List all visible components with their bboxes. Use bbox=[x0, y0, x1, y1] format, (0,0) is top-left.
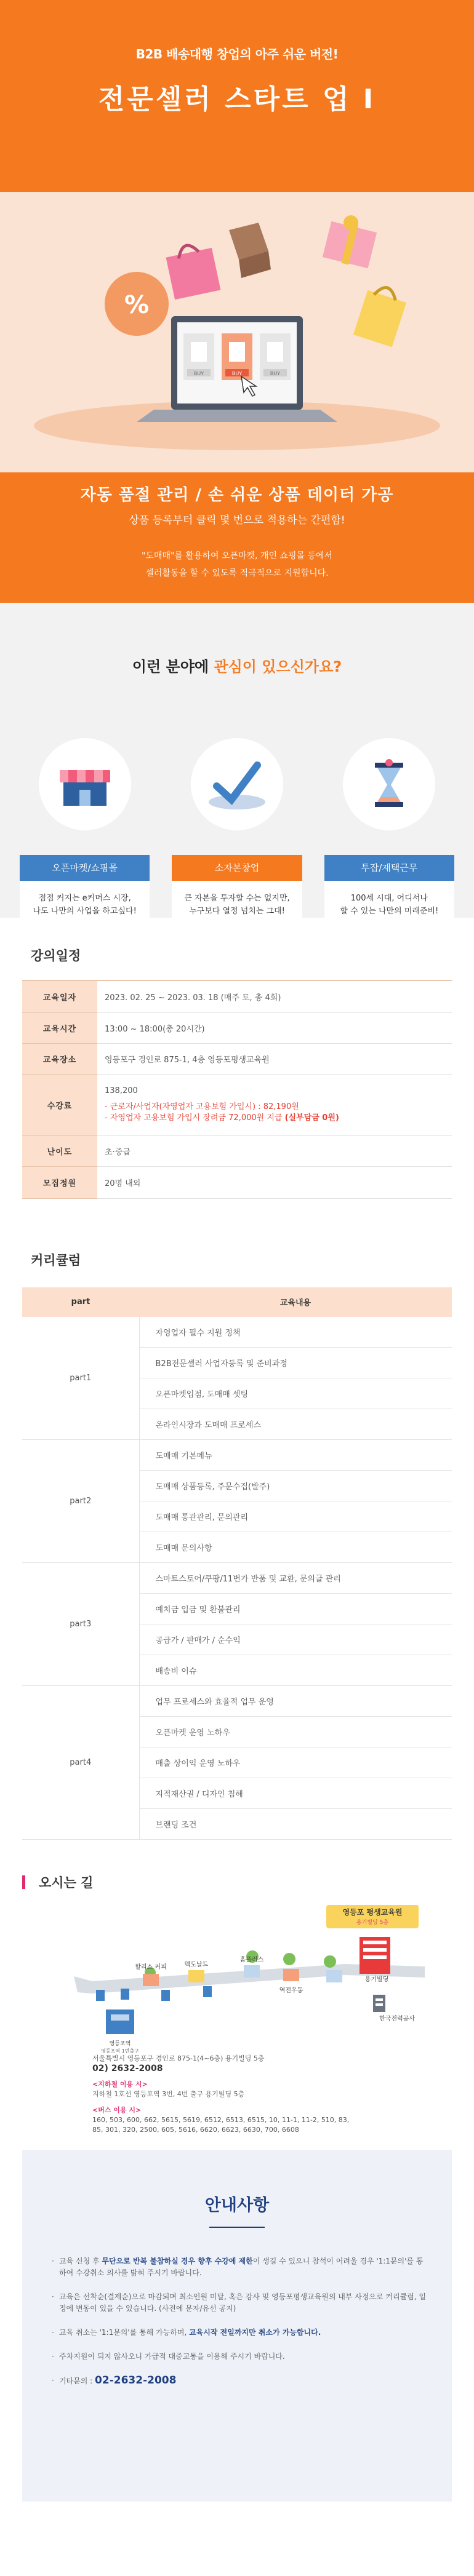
checkmark-icon bbox=[191, 738, 283, 830]
hero-description bbox=[0, 547, 474, 582]
notice-section bbox=[22, 2150, 452, 2502]
curriculum-table bbox=[22, 1287, 452, 1840]
list-item bbox=[52, 2351, 427, 2363]
curriculum-item: B2B전문셀러 사업자등록 및 준비과정 bbox=[139, 1348, 452, 1378]
schedule-label: 모집정원 bbox=[22, 1166, 97, 1198]
notice-text: 교육은 선착순(결제순)으로 마감되며 최소인원 미달, 혹은 강사 및 영등포평생교육원의 내부 사정으로 커리큘럼, 일정에 변동이 있을 수 있습니다. (사전에 문자/유선 공지) bbox=[59, 2292, 427, 2313]
interest-desc-line: 할 수 있는 나만의 미래준비! bbox=[340, 907, 439, 916]
curriculum-section bbox=[0, 1250, 474, 1840]
interest-title-highlight: 관심이 있으신가요? bbox=[214, 658, 342, 675]
schedule-label: 교육시간 bbox=[22, 1012, 97, 1043]
buy-label-3: BUY bbox=[270, 371, 281, 376]
hero-subtitle: B2B 배송대행 창업의 아주 쉬운 버전! bbox=[135, 47, 339, 62]
interest-desc-line: 큰 자본을 투자할 수는 없지만, bbox=[184, 894, 290, 903]
curriculum-item: 배송비 이슈 bbox=[139, 1655, 452, 1686]
hero-illustration bbox=[0, 192, 474, 472]
schedule-value: 초·중급 bbox=[97, 1135, 452, 1166]
table-row bbox=[22, 1440, 452, 1471]
building-icon bbox=[360, 1937, 390, 1974]
map-label-edu-floor: 용기빌딩 5층 bbox=[356, 1920, 389, 1926]
pink-shopping-bag-icon bbox=[166, 244, 221, 300]
hero-title: 전문셀러 스타트 업 Ⅰ bbox=[98, 84, 376, 115]
curriculum-part-label: part1 bbox=[22, 1317, 139, 1440]
interest-tag-startup: 소자본창업 bbox=[172, 855, 302, 881]
curriculum-item: 도매매 문의사항 bbox=[139, 1532, 452, 1563]
location-info bbox=[92, 2054, 349, 2135]
curriculum-item: 지적재산권 / 디자인 침해 bbox=[139, 1778, 452, 1809]
fee-note-2-text: - 자영업자 고용보험 가입시 장려금 72,000원 지급 bbox=[105, 1113, 285, 1123]
title-accent-bar bbox=[22, 1875, 25, 1889]
interest-title bbox=[0, 603, 474, 676]
list-item bbox=[52, 2291, 427, 2315]
interest-desc-line: 100세 시대, 어디서나 bbox=[350, 894, 428, 903]
interest-tag-openmarket: 오픈마켓/쇼핑몰 bbox=[20, 855, 150, 881]
notice-text: 교육 취소는 '1:1문의'를 통해 가능하며, bbox=[59, 2328, 190, 2337]
schedule-section bbox=[0, 918, 474, 1199]
map-label-station-sub: 영등포역 1번출구 bbox=[101, 2048, 139, 2054]
hero-subheadline: 상품 등록부터 클릭 몇 번으로 적용하는 간편함! bbox=[129, 514, 345, 527]
fee-note-2-bold: (실부담금 0원) bbox=[284, 1113, 339, 1123]
interest-card-openmarket bbox=[9, 738, 161, 931]
interest-desc-line: 누구보다 열정 넘치는 그대! bbox=[189, 907, 285, 916]
hero-header bbox=[0, 0, 474, 192]
interest-section bbox=[0, 603, 474, 918]
bus-text-1: 160, 503, 600, 662, 5615, 5619, 6512, 6513, 6515, 10, 11-1, 11-2, 510, 83, bbox=[92, 2116, 350, 2124]
curriculum-header-content: 교육내용 bbox=[139, 1287, 452, 1317]
interest-tag-twojob: 투잡/재택근무 bbox=[324, 855, 454, 881]
notice-emphasis: 교육시작 전일까지만 취소가 가능합니다. bbox=[189, 2328, 321, 2337]
notice-divider bbox=[209, 2227, 265, 2228]
interest-title-prefix: 이런 분야에 bbox=[132, 658, 214, 675]
schedule-row-place bbox=[22, 1043, 452, 1074]
buy-label-2: BUY bbox=[231, 371, 243, 376]
subway-text: 지하철 1호선 영등포역 3번, 4번 출구 용기빌딩 5층 bbox=[92, 2090, 245, 2098]
interest-desc-line: 점점 커지는 e커머스 시장, bbox=[38, 894, 131, 903]
map-label-kepco: 한국전력공사 bbox=[379, 2016, 415, 2022]
curriculum-item: 도매매 통관관리, 문의관리 bbox=[139, 1501, 452, 1532]
list-item bbox=[52, 2375, 427, 2387]
map-label-hollys: 할리스 커피 bbox=[135, 1964, 167, 1971]
interest-desc-line: 나도 나만의 사업을 하고싶다! bbox=[33, 907, 137, 916]
table-row bbox=[22, 1317, 452, 1348]
schedule-row-capacity bbox=[22, 1166, 452, 1198]
notice-title: 안내사항 bbox=[204, 2196, 270, 2215]
fee-note-2 bbox=[105, 1113, 452, 1124]
curriculum-part-label: part3 bbox=[22, 1563, 139, 1686]
schedule-title: 강의일정 bbox=[31, 948, 81, 963]
store-icon bbox=[39, 738, 131, 830]
schedule-row-level bbox=[22, 1135, 452, 1166]
map-label-edu: 영등포 평생교육원 bbox=[342, 1908, 403, 1917]
schedule-table bbox=[22, 980, 452, 1199]
table-row bbox=[22, 1563, 452, 1594]
curriculum-item: 도매매 기본메뉴 bbox=[139, 1440, 452, 1471]
curriculum-item: 오픈마켓입점, 도매매 셋팅 bbox=[139, 1378, 452, 1409]
hourglass-icon bbox=[343, 738, 435, 830]
curriculum-part-label: part2 bbox=[22, 1440, 139, 1563]
curriculum-item: 매출 상이익 운영 노하우 bbox=[139, 1747, 452, 1778]
curriculum-item: 예치금 입금 및 환불관리 bbox=[139, 1594, 452, 1624]
shopping-illustration bbox=[0, 192, 474, 472]
interest-card-twojob bbox=[313, 738, 465, 931]
svg-text:%: % bbox=[124, 291, 150, 319]
gift-box-icon bbox=[323, 215, 377, 268]
list-item bbox=[52, 2327, 427, 2339]
schedule-fee-cell bbox=[97, 1074, 452, 1135]
contact-label: 기타문의 : bbox=[59, 2377, 95, 2385]
cardboard-box-icon bbox=[229, 223, 271, 278]
interest-cards bbox=[9, 738, 465, 931]
interest-desc-twojob bbox=[324, 881, 454, 931]
bus-text-2: 85, 301, 320, 2500, 605, 5616, 6620, 6623, 6630, 700, 6608 bbox=[92, 2126, 299, 2134]
kepco-building-icon bbox=[373, 1995, 385, 2012]
curriculum-title: 커리큘럼 bbox=[31, 1252, 81, 1268]
hero-desc-line-1: "도매매"를 활용하여 오픈마켓, 개인 쇼핑몰 등에서 bbox=[141, 551, 333, 561]
bus-label: <버스 이용 시> bbox=[92, 2106, 142, 2114]
yellow-shopping-bag-icon bbox=[353, 285, 406, 348]
location-map bbox=[0, 1902, 474, 2134]
fee-value: 138,200 bbox=[105, 1086, 138, 1095]
schedule-label: 수강료 bbox=[22, 1074, 97, 1135]
map-label-building: 용기빌딩 bbox=[364, 1976, 389, 1983]
fee-note-1: - 근로자/사업자(자영업자 고용보험 가입시) : 82,190원 bbox=[105, 1102, 299, 1111]
location-title bbox=[0, 1873, 474, 1891]
schedule-value: 13:00 ~ 18:00(총 20시간) bbox=[97, 1012, 452, 1043]
location-section bbox=[0, 1873, 474, 2134]
schedule-value: 영등포구 경인로 875-1, 4층 영등포평생교육원 bbox=[97, 1043, 452, 1074]
curriculum-item: 브랜딩 조건 bbox=[139, 1809, 452, 1840]
station-icon bbox=[106, 2010, 134, 2034]
curriculum-item: 도매매 상품등록, 주문수집(발주) bbox=[139, 1471, 452, 1501]
map-label-station: 영등포역 bbox=[109, 2041, 131, 2047]
schedule-row-fee bbox=[22, 1074, 452, 1135]
interest-card-startup bbox=[161, 738, 313, 931]
curriculum-header-part: part bbox=[22, 1287, 139, 1317]
map-label-mcd: 맥도날드 bbox=[184, 1962, 209, 1968]
interest-desc-openmarket bbox=[20, 881, 150, 931]
interest-desc-startup bbox=[172, 881, 302, 931]
hero-headline: 자동 품절 관리 / 손 쉬운 상품 데이터 가공 bbox=[80, 486, 394, 504]
curriculum-item: 스마트스토어/쿠팡/11번가 반품 및 교환, 문의글 관리 bbox=[139, 1563, 452, 1594]
hero-desc-line-2: 셀러활동을 할 수 있도록 적극적으로 지원합니다. bbox=[145, 568, 329, 578]
table-row bbox=[22, 1686, 452, 1717]
notice-text: 이 생길 수 있으니 참석이 어려울 경우 '1:1문의'를 통하여 수강취소 의사를 밝혀 주시기 바랍니다. bbox=[59, 2257, 424, 2277]
curriculum-part-label: part4 bbox=[22, 1686, 139, 1840]
curriculum-item: 업무 프로세스와 효율적 업무 운영 bbox=[139, 1686, 452, 1717]
tel-text: 02) 2632-2008 bbox=[92, 2064, 163, 2073]
schedule-value: 20명 내외 bbox=[97, 1166, 452, 1198]
schedule-value: 2023. 02. 25 ~ 2023. 03. 18 (매주 토, 총 4회) bbox=[97, 980, 452, 1012]
contact-phone[interactable]: 02-2632-2008 bbox=[95, 2374, 177, 2387]
notice-list bbox=[52, 2256, 427, 2399]
location-title-text: 오시는 길 bbox=[39, 1875, 94, 1890]
hero-summary bbox=[0, 472, 474, 603]
schedule-row-period bbox=[22, 980, 452, 1012]
curriculum-item: 오픈마켓 운영 노하우 bbox=[139, 1717, 452, 1747]
buy-label-1: BUY bbox=[193, 371, 204, 376]
list-item bbox=[52, 2256, 427, 2279]
notice-text: 주차지원이 되지 않사오니 가급적 대중교통을 이용해 주시기 바랍니다. bbox=[59, 2352, 285, 2361]
address-text: 서울특별시 영등포구 경인로 875-1(4~6층) 용기빌딩 5층 bbox=[92, 2054, 265, 2062]
schedule-label: 교육장소 bbox=[22, 1043, 97, 1074]
curriculum-item: 자영업자 필수 지원 정책 bbox=[139, 1317, 452, 1348]
map-label-market: 역전우동 bbox=[279, 1987, 303, 1994]
schedule-row-time bbox=[22, 1012, 452, 1043]
curriculum-item: 온라인시장과 도매매 프로세스 bbox=[139, 1409, 452, 1440]
schedule-label: 난이도 bbox=[22, 1135, 97, 1166]
notice-emphasis: 무단으로 반복 불참하실 경우 향후 수강에 제한 bbox=[102, 2257, 253, 2265]
notice-text: 교육 신청 후 bbox=[59, 2257, 102, 2265]
map-label-homeplus: 홈플러스 bbox=[239, 1957, 264, 1963]
subway-label: <지하철 이용 시> bbox=[92, 2080, 148, 2088]
curriculum-item: 공급가 / 판매가 / 순수익 bbox=[139, 1624, 452, 1655]
schedule-label: 교육일자 bbox=[22, 980, 97, 1012]
curriculum-header-row bbox=[22, 1287, 452, 1317]
page-bottom-spacer bbox=[0, 2502, 474, 2563]
